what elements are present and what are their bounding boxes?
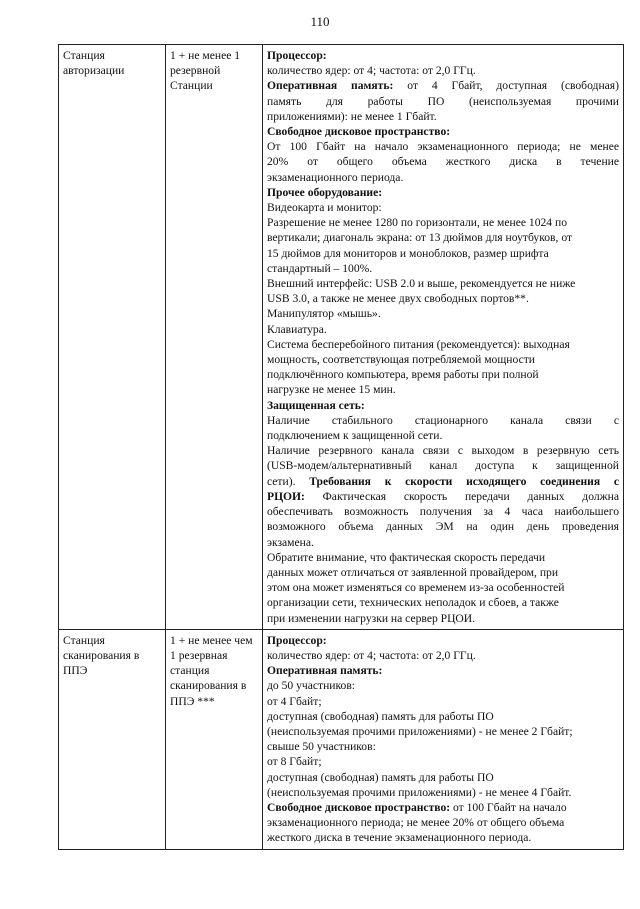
network-text	[267, 474, 619, 489]
network-text: подключением к защищенной сети.	[267, 429, 443, 443]
station-count: 1 + не менее 1 резервной Станции	[170, 49, 241, 93]
table-row	[59, 629, 624, 849]
ups-text: Система бесперебойного питания (рекомендуется): выходная	[267, 337, 570, 351]
note-text: при изменении нагрузки на сервер РЦОИ.	[267, 611, 475, 625]
ram-text: приложениями): не менее 1 Гбайт.	[267, 109, 437, 123]
ram-heading: Оперативная память:	[267, 79, 394, 93]
note-text: Обратите внимание, что фактическая скорость передачи	[267, 550, 546, 564]
ram-text: доступная (свободная) память для работы ПО	[267, 770, 494, 784]
station-name-cell	[59, 45, 166, 630]
processor-heading: Процессор:	[267, 633, 327, 647]
other-text: 15 дюймов для мониторов и моноблоков, размер шрифта	[267, 246, 549, 260]
ram-text: от 4 Гбайт;	[267, 694, 322, 708]
network-text: экзамена.	[267, 535, 314, 549]
network-text: Наличие резервного канала связи с выходом в резервную сеть	[267, 444, 619, 458]
table-row	[59, 45, 624, 630]
network-text: обеспечивать возможность получения за 4 часа наибольшего	[267, 505, 619, 519]
ram-text: (неиспользуемая прочими приложениями) - не менее 2 Гбайт;	[267, 724, 573, 738]
speed-heading: Требования к скорости исходящего соединения с	[309, 474, 619, 488]
network-text: возможного объема данных ЭМ на один день проведения	[267, 520, 619, 534]
other-text: Разрешение не менее 1280 по горизонтали, не менее 1024 по	[267, 216, 567, 230]
station-count: 1 + не менее чем 1 резервная станция сканирования в ППЭ ***	[170, 633, 253, 708]
disk-text: От 100 Гбайт на начало экзаменационного периода; не менее	[267, 140, 619, 154]
other-text: Внешний интерфейс: USB 2.0 и выше, рекомендуется не ниже	[267, 277, 576, 291]
ram-text: до 50 участников:	[267, 679, 356, 693]
disk-heading: Свободное дисковое пространство:	[267, 125, 451, 139]
note-text: этом она может изменяться со временем из-за особенностей	[267, 581, 565, 595]
ups-text: нагрузке не менее 15 мин.	[267, 383, 396, 397]
ram-text: (неиспользуемая прочими приложениями) - не менее 4 Гбайт.	[267, 785, 572, 799]
disk-text: экзаменационного периода; не менее 20% от общего объема	[267, 816, 565, 830]
processor-text: количество ядер: от 4; частота: от 2,0 ГГц.	[267, 648, 476, 662]
network-text: (USB-модем/альтернативный канал доступа к защищенной	[267, 459, 619, 473]
disk-heading: Свободное дисковое пространство:	[267, 800, 451, 814]
network-text	[267, 489, 619, 504]
other-text: Манипулятор «мышь».	[267, 307, 381, 321]
ram-line	[267, 78, 619, 93]
network-text-part: Фактическая скорость передачи данных должна	[322, 489, 619, 503]
ram-text: от 4 Гбайт, доступная (свободная)	[407, 79, 619, 93]
ram-text: доступная (свободная) память для работы ПО	[267, 709, 494, 723]
ups-text: мощность, соответствующая потребляемой мощности	[267, 353, 535, 367]
network-text: Наличие стабильного стационарного канала связи с	[267, 413, 619, 427]
network-text-part: сети).	[267, 474, 296, 488]
ups-text: подключённого компьютера, время работы при полной	[267, 368, 539, 382]
network-heading: Защищенная сеть:	[267, 398, 365, 412]
requirements-cell	[263, 45, 624, 630]
requirements-cell	[263, 629, 624, 849]
other-text: Видеокарта и монитор:	[267, 201, 382, 215]
note-text: организации сети, технических неполадок и сбоев, а также	[267, 596, 559, 610]
note-text: данных может отличаться от заявленной провайдером, при	[267, 565, 559, 579]
disk-text: жесткого диска в течение экзаменационного периода.	[267, 831, 532, 845]
other-text: USB 3.0, а также не менее двух свободных портов**.	[267, 292, 529, 306]
station-count-cell	[166, 629, 263, 849]
other-text: Клавиатура.	[267, 322, 327, 336]
station-name-cell	[59, 629, 166, 849]
ram-text: память для работы ПО (неиспользуемая прочими	[267, 94, 619, 108]
station-name: Станция авторизации	[63, 49, 125, 78]
disk-text: 20% от общего объема жесткого диска в течение	[267, 155, 619, 169]
ram-heading: Оперативная память:	[267, 664, 383, 678]
ram-text: от 8 Гбайт;	[267, 755, 322, 769]
speed-heading-end: РЦОИ:	[267, 489, 305, 503]
page-number: 110	[310, 14, 330, 29]
station-name: Станция сканирования в ППЭ	[63, 633, 140, 678]
other-heading: Прочее оборудование:	[267, 185, 383, 199]
station-count-cell	[166, 45, 263, 630]
disk-text: экзаменационного периода.	[267, 170, 404, 184]
disk-text: от 100 Гбайт на начало	[453, 800, 567, 814]
other-text: вертикали; диагональ экрана: от 13 дюймов для ноутбуков, от	[267, 231, 573, 245]
processor-text: количество ядер: от 4; частота: от 2,0 ГГц.	[267, 64, 476, 78]
other-text: стандартный – 100%.	[267, 261, 373, 275]
requirements-table	[58, 44, 624, 850]
processor-heading: Процессор:	[267, 49, 327, 62]
disk-line	[267, 800, 619, 815]
ram-text: свыше 50 участников:	[267, 740, 376, 754]
